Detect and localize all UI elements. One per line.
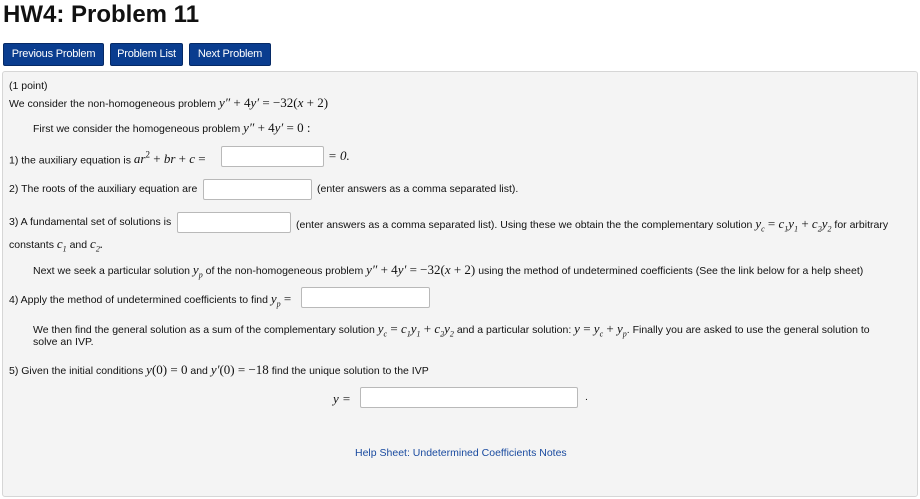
q2-suffix: (enter answers as a comma separated list). [317, 183, 519, 195]
homogeneous-equation: y″ + 4y′ = 0 : [243, 120, 311, 135]
q1-suffix: = 0. [328, 148, 350, 163]
q4-text: 4) Apply the method of undetermined coefficients to find $y_p$ = [9, 291, 292, 309]
q3-suffix: (enter answers as a comma separated list). Using these we obtain the the complementary solution $y_c = c_1y_1 + c_2y_2$ for arbitrary [296, 216, 889, 234]
points-label: (1 point) [9, 80, 48, 92]
page-title: HW4: Problem 11 [3, 1, 200, 28]
nonhomogeneous-equation: y″ + 4y′ = −32(x + 2) [218, 95, 329, 110]
final-solution-input[interactable] [360, 387, 578, 408]
roots-input[interactable] [203, 179, 312, 200]
particular-solution-input[interactable] [301, 287, 430, 308]
fundamental-set-input[interactable] [177, 212, 291, 233]
q2-text: 2) The roots of the auxiliary equation are [9, 183, 198, 195]
homogeneous-text: First we consider the homogeneous problem y″ + 4y′ = 0 : [33, 120, 311, 135]
intro-text: We consider the non-homogeneous problem y″ + 4y′ = −32(x + 2) [9, 95, 329, 110]
final-suffix: . [585, 391, 588, 403]
q3-text: 3) A fundamental set of solutions is [9, 216, 172, 228]
auxiliary-equation-input[interactable] [221, 146, 324, 167]
final-answer-label: y = [333, 391, 351, 406]
previous-problem-button[interactable]: Previous Problem [3, 43, 104, 66]
q1-text: 1) the auxiliary equation is $ar^2$ + br + c = [9, 150, 206, 167]
q5-text: 5) Given the initial conditions y(0) = 0 and y′(0) = −18 find the unique solution to the IVP [9, 362, 429, 377]
problem-list-button[interactable]: Problem List [110, 43, 183, 66]
particular-text: Next we seek a particular solution $y_p$ of the non-homogeneous problem y″ + 4y′ = −32(x + 2) using the method of undetermined coefficients (See the link below for a help sheet) [33, 262, 864, 280]
q3-line2: constants $c_1$ and $c_2$. [9, 236, 104, 254]
general-line2: solve an IVP. [33, 336, 94, 348]
help-sheet-link[interactable]: Help Sheet: Undetermined Coefficients Notes [355, 447, 567, 459]
general-text: We then find the general solution as a sum of the complementary solution $y_c = c_1y_1 + c_2y_2$ and a particular solution: $y = y_c + y_p$. Finally you are asked to use the general solution to [33, 321, 870, 339]
next-problem-button[interactable]: Next Problem [189, 43, 271, 66]
